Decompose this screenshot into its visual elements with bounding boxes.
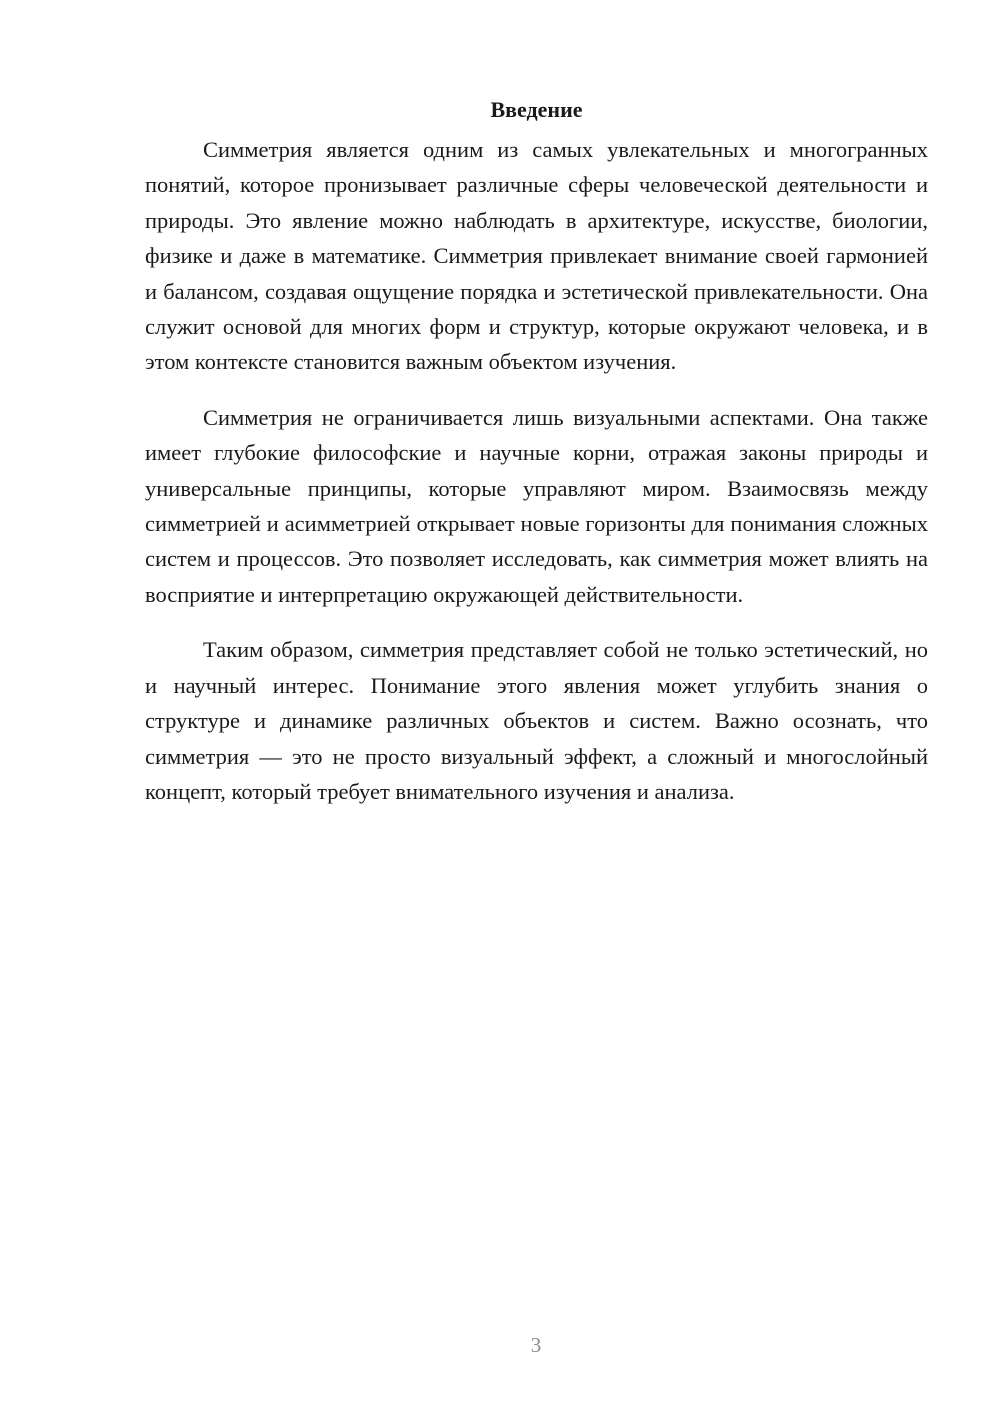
- section-heading: Введение: [490, 97, 583, 122]
- paragraph-3: Таким образом, симметрия представляет собой не только эстетический, но и научный интерес. Понимание этого явления может углубить знания о структуре и динамике различных объектов и систем. Важно осознать, что симметрия — это не просто визуальный эффект, а сложный и многослойный концепт, который требует внимательного изучения и анализа.: [145, 637, 928, 804]
- paragraph-2: Симметрия не ограничивается лишь визуальными аспектами. Она также имеет глубокие философские и научные корни, отражая законы природы и универсальные принципы, которые управляют миром. Взаимосвязь между симметрией и асимметрией открывает новые горизонты для понимания сложных систем и процессов. Это позволяет исследовать, как симметрия может влиять на восприятие и интерпретацию окружающей действительности.: [145, 404, 928, 607]
- page-content: [145, 93, 928, 809]
- paragraph-1: Симметрия является одним из самых увлекательных и многогранных понятий, которое пронизывает различные сферы человеческой деятельности и природы. Это явление можно наблюдать в архитектуре, искусстве, биологии, физике и даже в математике. Симметрия привлекает внимание своей гармонией и балансом, создавая ощущение порядка и эстетической привлекательности. Она служит основой для многих форм и структур, которые окружают человека, и в этом контексте становится важным объектом изучения.: [145, 137, 928, 375]
- page-number: 3: [530, 1333, 542, 1357]
